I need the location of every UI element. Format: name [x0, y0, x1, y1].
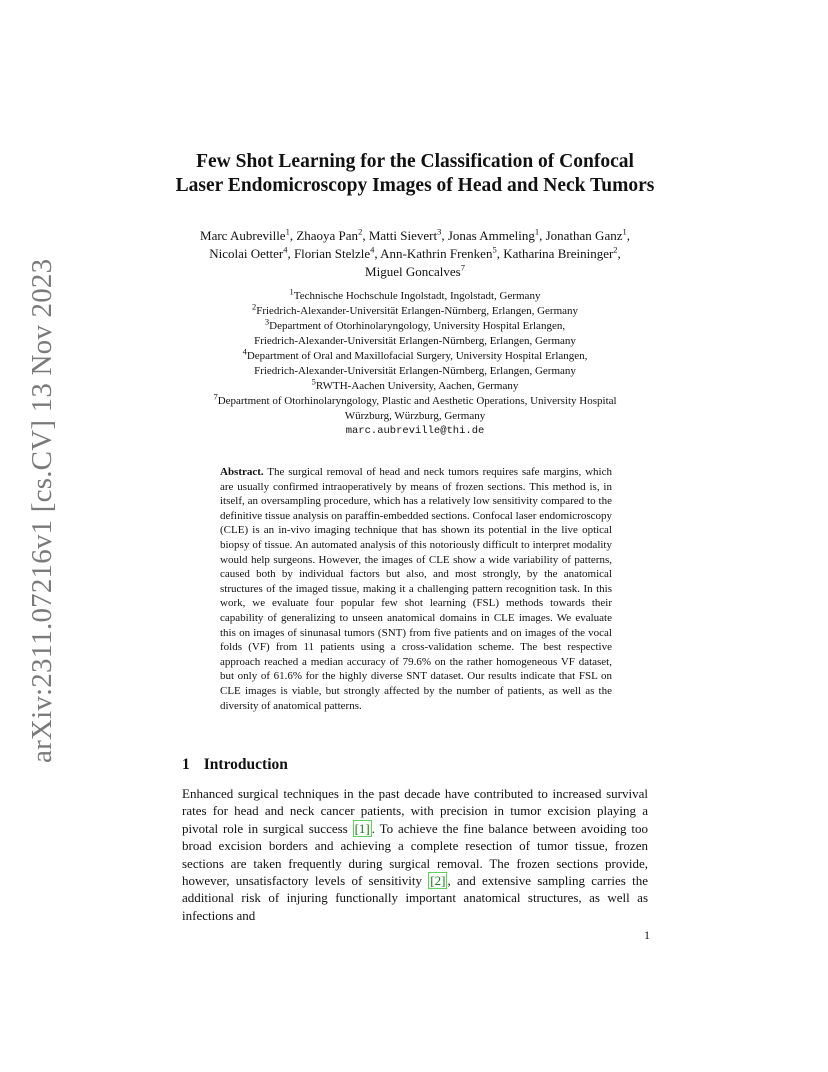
citation-link[interactable]: [1] [354, 820, 370, 836]
author: Miguel Goncalves$^7$ [365, 262, 465, 279]
arxiv-stamp: arXiv:2311.07216v1 [cs.CV] 13 Nov 2023 [26, 258, 58, 763]
abstract-heading: Abstract. [220, 466, 264, 478]
affiliation: $^7$Department of Otorhinolaryngology, Plastic and Aesthetic Operations, University Hospital Würzburg, Würzburg, Germany [213, 391, 617, 422]
paper-title [120, 150, 710, 198]
author: Florian Stelzle$^4$ [293, 244, 375, 261]
citation-link[interactable]: [2] [430, 873, 446, 889]
author-email[interactable]: marc.aubreville@thi.de [345, 425, 485, 437]
author-list: Marc Aubreville$^1$, Zhaoya Pan$^2$, Matti Sievert$^3$, Jonas Ammeling$^1$, Jonathan Ganz$^1$, Nicolai Oetter$^4$, Florian Stelzle$^4$, Ann-Kathrin Frenken$^5$, Katharina Breininger$^2$, Miguel Goncalves$^7$ [200, 226, 630, 279]
title-line: Few Shot Learning for the Classification of Confocal [196, 151, 634, 172]
abstract-text: The surgical removal of head and neck tumors requires safe margins, which are usually confirmed intraoperatively by means of frozen sections. This method is, in itself, an oversampling procedure, which has a relatively low sensitivity compared to the definitive tissue analysis on paraffin-embedded sections. Confocal laser endomicroscopy (CLE) is an in-vivo imaging technique that has shown its potential in the live optical biopsy of tissue. An automated analysis of this notoriously difficult to interpret modality would help surgeons. However, the images of CLE show a wide variability of patterns, caused both by individual factors but also, and most strongly, by the anatomical structures of the imaged tissue, making it a challenging pattern recognition task. In this work, we evaluate four popular few shot learning (FSL) methods towards their capability of generalizing to unseen anatomical domains in CLE images. We evaluate this on images of sinunasal tumors (SNT) from five patients and on images of the vocal folds (VF) from 11 patients using a cross-validation scheme. The best respective approach reached a median accuracy of 79.6% on the rather homogeneous VF dataset, but only of 61.6% for the highly diverse SNT dataset. Our results indicate that FSL on CLE images is viable, but strongly affected by the number of patients, as well as the diversity of anatomical patterns. [220, 466, 612, 712]
author: Jonathan Ganz$^1$ [545, 226, 627, 243]
introduction-paragraph: Enhanced surgical techniques in the past decade have contributed to increased survival rates for head and neck cancer patients, with precision in tumor excision playing a pivotal role in surgical success [1] . To achieve the fine balance between avoiding too broad excision borders and achieving a complete resection of tumor tissue, frozen sections are taken frequently during surgical removal. The frozen sections provide, however, unsatisfactory levels of sensitivity [2] , and extensive sampling carries the additional risk of injuring functionally important anatomical structures, as well as infections and [182, 786, 648, 923]
page-number: 1 [644, 928, 650, 942]
author: Zhaoya Pan$^2$ [296, 226, 363, 243]
affiliation: $^4$Department of Oral and Maxillofacial Surgery, University Hospital Erlangen, Friedrich-Alexander-Universität Erlangen-Nürnberg, Erlangen, Germany [242, 346, 588, 377]
affiliation: $^5$RWTH-Aachen University, Aachen, Germany [311, 376, 519, 392]
affiliation: $^1$Technische Hochschule Ingolstadt, Ingolstadt, Germany [289, 286, 541, 302]
author: Katharina Breininger$^2$ [503, 244, 618, 261]
section-number: 1 [182, 756, 190, 773]
abstract [220, 465, 612, 713]
affiliation-list [150, 286, 680, 439]
title-line: Laser Endomicroscopy Images of Head and Neck Tumors [175, 175, 655, 196]
section-title: Introduction [203, 756, 288, 773]
author: Nicolai Oetter$^4$ [209, 244, 288, 261]
affiliation: $^2$Friedrich-Alexander-Universität Erlangen-Nürnberg, Erlangen, Germany [251, 301, 579, 317]
affiliation: $^3$Department of Otorhinolaryngology, University Hospital Erlangen, Friedrich-Alexander-Universität Erlangen-Nürnberg, Erlangen, Germany [254, 316, 576, 347]
author: Matti Sievert$^3$ [368, 226, 442, 243]
section-heading [182, 756, 288, 774]
author: Jonas Ammeling$^1$ [447, 226, 540, 243]
author: Ann-Kathrin Frenken$^5$ [380, 244, 497, 261]
author: Marc Aubreville$^1$ [200, 226, 290, 243]
